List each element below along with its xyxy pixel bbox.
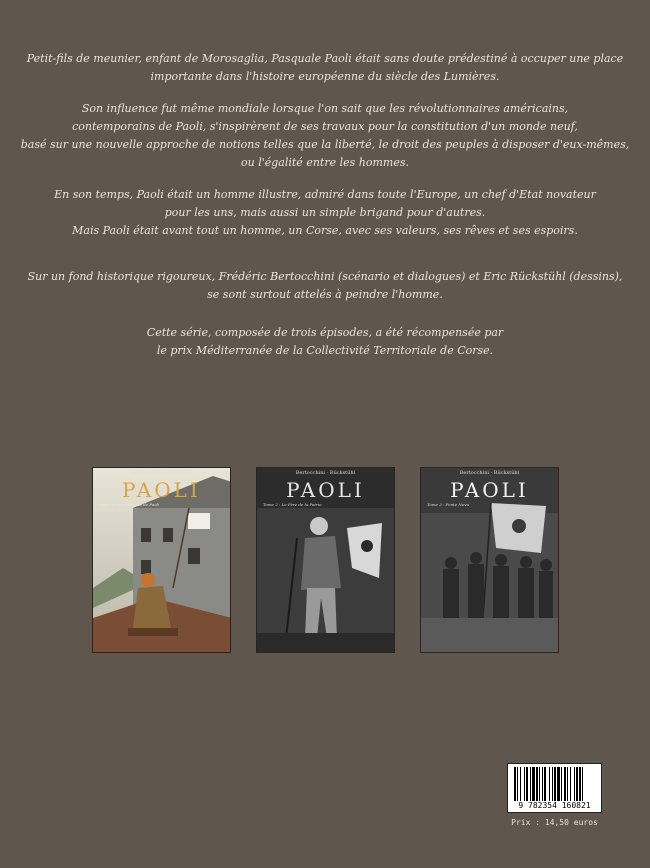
barcode-bar	[582, 767, 583, 801]
blurb-line: Son influence fut même mondiale lorsque l'on sait que les révolutionnaires américains,	[81, 102, 569, 115]
barcode-bar	[574, 767, 575, 801]
barcode-bar	[536, 767, 538, 801]
cover-tome-2	[256, 467, 395, 653]
blurb-line: ou l'égalité entre les hommes.	[241, 156, 409, 169]
barcode-bar	[539, 767, 540, 801]
barcode-bar	[526, 767, 528, 801]
barcode-bar	[517, 767, 518, 801]
barcode-bar	[570, 767, 571, 801]
barcode-bar	[552, 767, 553, 801]
barcode-bar	[532, 767, 535, 801]
cover-authors: Bertocchini · Rückstühl	[295, 470, 356, 476]
blurb-line: Sur un fond historique rigoureux, Frédéric Bertocchini (scénario et dialogues) et Eric Rückstühl (dessins),	[27, 270, 623, 283]
cover-title: PAOLI	[122, 478, 201, 502]
barcode-bar	[524, 767, 525, 801]
blurb-line: En son temps, Paoli était un homme illustre, admiré dans toute l'Europe, un chef d'Etat novateur	[54, 188, 596, 201]
cover-tome-label: Tome 2 : Le Père de la Patrie	[263, 502, 322, 507]
blurb-line: Mais Paoli était avant tout un homme, un Corse, avec ses valeurs, ses rêves et ses espoirs.	[72, 224, 578, 237]
blurb-line: Cette série, composée de trois épisodes, a été récompensée par	[146, 326, 504, 339]
barcode-bar	[542, 767, 543, 801]
cover-tome-3	[420, 467, 559, 653]
blurb-line: le prix Méditerranée de la Collectivité Territoriale de Corse.	[156, 344, 494, 357]
back-cover-blurb	[20, 50, 630, 374]
blurb-paragraph-5	[20, 324, 630, 360]
barcode-bar	[564, 767, 566, 801]
blurb-paragraph-3	[20, 186, 630, 240]
barcode-bar	[520, 767, 521, 801]
blurb-line: contemporains de Paoli, s'inspirèrent de ses travaux pour la constitution d'un monde neuf,	[72, 120, 578, 133]
barcode-bar	[514, 767, 516, 801]
barcode-bar	[544, 767, 546, 801]
barcode-bar	[530, 767, 531, 801]
cover-tome-label: Tome 1 : La Jeunesse de Paoli	[99, 502, 160, 507]
isbn-number: 9 782354 160821	[518, 801, 591, 810]
blurb-line: importante dans l'histoire européenne du siècle des Lumières.	[150, 70, 500, 83]
barcode-bar	[561, 767, 562, 801]
isbn-barcode	[507, 763, 602, 813]
barcode-bar	[549, 767, 550, 801]
cover-authors: Bertocchini · Rückstühl	[459, 470, 520, 476]
barcode-bar	[554, 767, 556, 801]
cover-title: PAOLI	[286, 478, 365, 502]
blurb-line: basé sur une nouvelle approche de notions telles que la liberté, le droit des peuples à disposer d'eux-mêmes,	[20, 138, 630, 151]
blurb-line: se sont surtout attelés à peindre l'homme.	[207, 288, 443, 301]
cover-tome-label: Tome 3 : Ponte Novu	[427, 502, 470, 507]
blurb-line: Petit-fils de meunier, enfant de Morosaglia, Pasquale Paoli était sans doute prédestiné à occuper une place	[26, 52, 624, 65]
cover-authors: Bertocchini · Rückstühl	[131, 470, 192, 476]
blurb-line: pour les uns, mais aussi un simple brigand pour d'autres.	[164, 206, 486, 219]
barcode-bar	[576, 767, 578, 801]
blurb-paragraph-4	[20, 268, 630, 304]
blurb-paragraph-1	[20, 50, 630, 86]
barcode-bar	[557, 767, 560, 801]
price-label: Prix : 14,50 euros	[511, 818, 598, 827]
cover-title: PAOLI	[450, 478, 529, 502]
blurb-paragraph-2	[20, 100, 630, 172]
barcode-bar	[567, 767, 568, 801]
cover-tome-1	[92, 467, 231, 653]
barcode-bar	[579, 767, 581, 801]
barcode-bars	[512, 767, 599, 801]
